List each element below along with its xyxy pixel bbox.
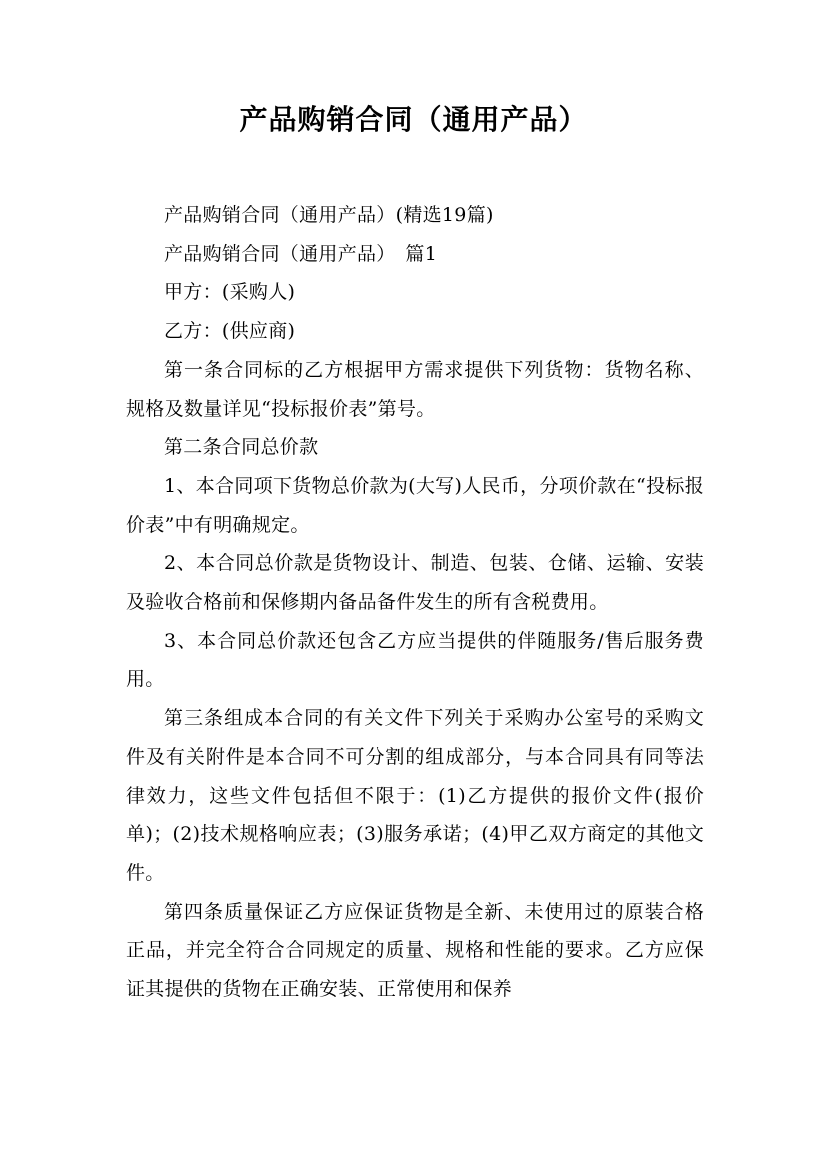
paragraph-article-2-item-3: 3、本合同总价款还包含乙方应当提供的伴随服务/售后服务费用。 (126, 629, 704, 691)
document-title: 产品购销合同（通用产品） (239, 103, 588, 136)
paragraph-article-4: 第四条质量保证乙方应保证货物是全新、未使用过的原装合格正品，并完全符合合同规定的质量、规格和性能的要求。乙方应保证其提供的货物在正确安装、正常使用和保养 (126, 900, 704, 1001)
paragraph-article-2-heading: 第二条合同总价款 (164, 436, 319, 459)
document-body (126, 196, 704, 1009)
paragraph-subtitle: 产品购销合同（通用产品）(精选19篇) (164, 204, 494, 226)
paragraph-article-2-item-1: 1、本合同项下货物总价款为(大写)人民币，分项价款在“投标报价表”中有明确规定。 (126, 474, 704, 536)
paragraph-party-b: 乙方：(供应商) (164, 320, 296, 343)
paragraph-party-a: 甲方：(采购人) (164, 281, 296, 304)
paragraph-article-1: 第一条合同标的乙方根据甲方需求提供下列货物：货物名称、规格及数量详见“投标报价表”第号。 (126, 358, 704, 420)
paragraph-chapter-heading: 产品购销合同（通用产品） 篇1 (164, 242, 438, 265)
paragraph-article-3: 第三条组成本合同的有关文件下列关于采购办公室号的采购文件及有关附件是本合同不可分割的组成部分，与本合同具有同等法律效力，这些文件包括但不限于：(1)乙方提供的报价文件(报价单)；(2)技术规格响应表；(3)服务承诺；(4)甲乙双方商定的其他文件。 (126, 707, 704, 884)
paragraph-article-2-item-2: 2、本合同总价款是货物设计、制造、包装、仓储、运输、安装及验收合格前和保修期内备品备件发生的所有含税费用。 (126, 552, 704, 614)
